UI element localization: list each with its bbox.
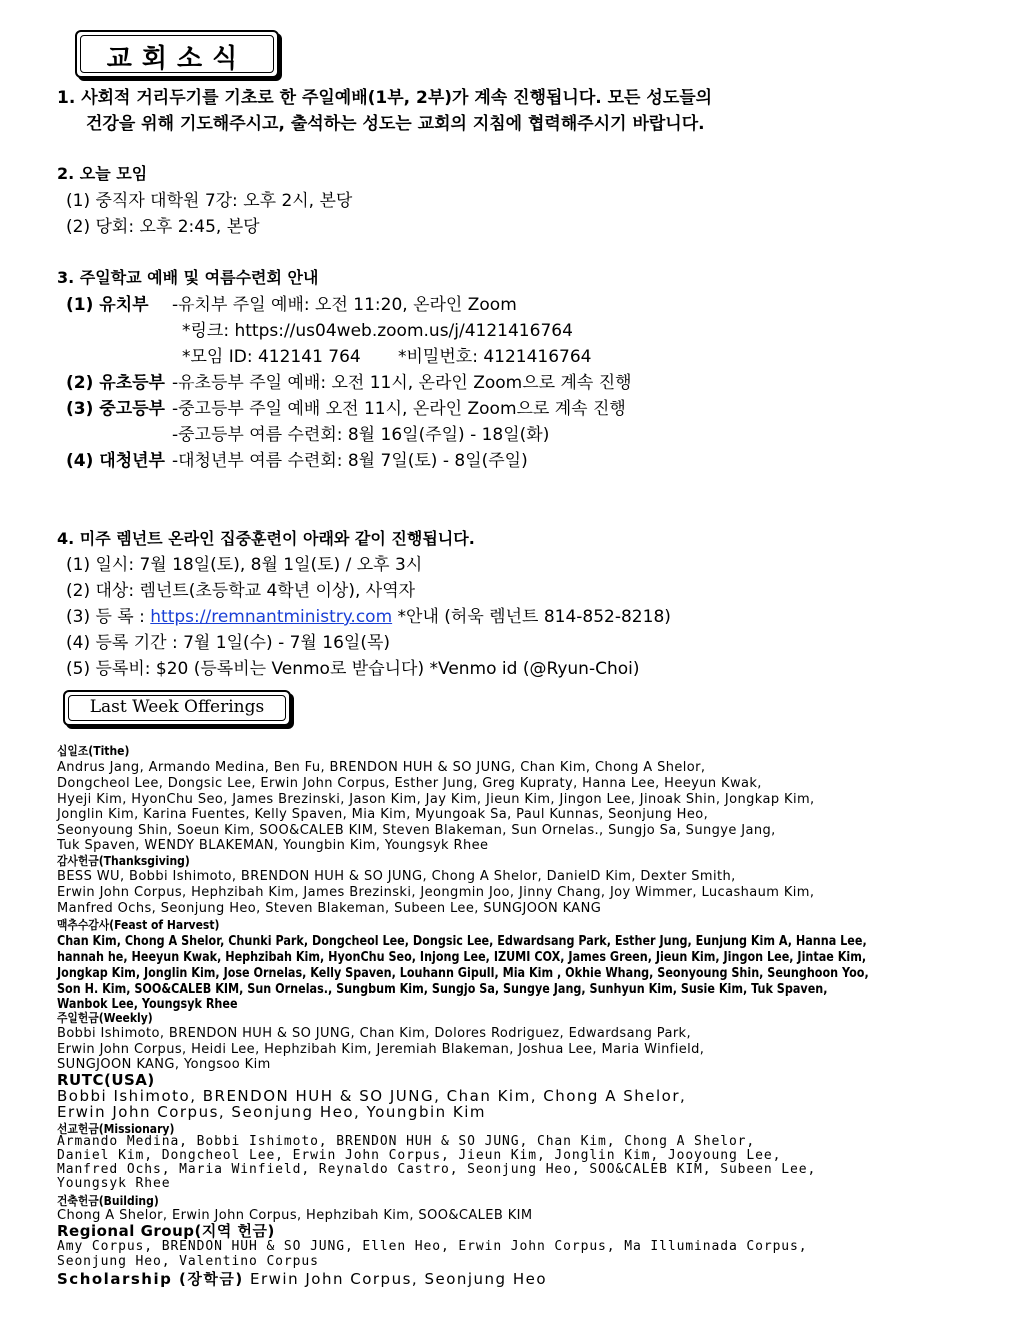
missionary-names-line: Daniel Kim, Dongcheol Lee, Erwin John Corpus, Jieun Kim, Jonglin Kim, Jooyoung Lee, (57, 1148, 782, 1163)
tithe-names-line: Hyeji Kim, HyonChu Seo, James Brezinski, Jason Kim, Jay Kim, Jieun Kim, Jingon Lee, Jinoak Shin, Jongkap Kim, (57, 792, 815, 807)
thanksgiving-names-line: Erwin John Corpus, Hephzibah Kim, James Brezinski, Jeongmin Joo, Jinny Chang, Joy Wimmer, Lucashaum Kim, (57, 885, 815, 900)
tithe-label: 십일조(Tithe) (57, 744, 130, 758)
regional-names-line: Amy Corpus, BRENDON HUH & SO JUNG, Ellen Heo, Erwin John Corpus, Ma Illuminada Corpus, (57, 1239, 808, 1254)
building-names-line: Chong A Shelor, Erwin John Corpus, Hephzibah Kim, SOO&CALEB KIM (57, 1208, 533, 1223)
kindergarten-password: *비밀번호: 4121416764 (398, 347, 592, 367)
thanksgiving-names-line: Manfred Ochs, Seonjung Heo, Steven Blakeman, Subeen Lee, SUNGJOON KANG (57, 901, 602, 916)
youth-service: -중고등부 주일 예배 오전 11시, 온라인 Zoom으로 계속 진행 (172, 399, 626, 419)
church-news-badge (75, 30, 279, 78)
missionary-names-line: Manfred Ochs, Maria Winfield, Reynaldo Castro, Seonjung Heo, SOO&CALEB KIM, Subeen Lee, (57, 1162, 817, 1177)
item2-heading: 2. 오늘 모임 (57, 164, 148, 183)
item2-line1: (1) 중직자 대학원 7강: 오후 2시, 본당 (66, 191, 353, 211)
harvest-names-line: Wanbok Lee, Youngsyk Rhee (57, 997, 238, 1012)
tithe-names-line: Andrus Jang, Armando Medina, Ben Fu, BRENDON HUH & SO JUNG, Chan Kim, Chong A Shelor, (57, 760, 706, 775)
elementary-label: (2) 유초등부 (66, 373, 165, 393)
item2-line2: (2) 당회: 오후 2:45, 본당 (66, 217, 260, 237)
tithe-names-line: Tuk Spaven, WENDY BLAKEMAN, Youngbin Kim, Youngsyk Rhee (57, 838, 489, 853)
rutc-names-line: Erwin John Corpus, Seonjung Heo, Youngbin Kim (57, 1103, 487, 1121)
scholarship-label: Scholarship (장학금) (57, 1270, 244, 1288)
item4-heading: 4. 미주 렘넌트 온라인 집중훈련이 아래와 같이 진행됩니다. (57, 529, 475, 548)
item4-line2: (2) 대상: 렘넌트(초등학교 4학년 이상), 사역자 (66, 581, 416, 601)
young-adult-retreat: -대청년부 여름 수련회: 8월 7일(토) - 8일(주일) (172, 451, 528, 471)
weekly-names-line: Erwin John Corpus, Heidi Lee, Hephzibah Kim, Jeremiah Blakeman, Joshua Lee, Maria Winfield, (57, 1042, 705, 1057)
kindergarten-zoom-link: *링크: https://us04web.zoom.us/j/4121416764 (182, 321, 573, 341)
item4-line5: (5) 등록비: $20 (등록비는 Venmo로 받습니다) *Venmo id (@Ryun-Choi) (66, 659, 640, 679)
young-adult-label: (4) 대청년부 (66, 451, 165, 471)
kindergarten-label: (1) 유치부 (66, 295, 149, 315)
item3-heading: 3. 주일학교 예배 및 여름수련회 안내 (57, 268, 319, 287)
tithe-names-line: Jonglin Kim, Karina Fuentes, Kelly Spaven, Mia Kim, Myungoak Sa, Paul Kunnas, Seonjung Heo, (57, 807, 709, 822)
youth-retreat: -중고등부 여름 수련회: 8월 16일(주일) - 18일(화) (172, 425, 550, 445)
thanksgiving-names-line: BESS WU, Bobbi Ishimoto, BRENDON HUH & SO JUNG, Chong A Shelor, DanielD Kim, Dexter Smith, (57, 869, 736, 884)
rutc-label: RUTC(USA) (57, 1071, 155, 1089)
last-week-offerings-badge (63, 690, 291, 726)
item4-line3 (66, 607, 671, 627)
tithe-names-line: Dongcheol Lee, Dongsic Lee, Erwin John Corpus, Esther Jung, Greg Kupraty, Hanna Lee, Heeyun Kwak, (57, 776, 762, 791)
church-news-title: 교회소식 (106, 44, 248, 74)
harvest-names-line: hannah he, Heeyun Kwak, Hephzibah Kim, HyonChu Seo, Injong Lee, IZUMI COX, James Green, Jieun Kim, Jingon Lee, Jintae Kim, (57, 950, 867, 965)
registration-link[interactable]: https://remnantministry.com (150, 607, 393, 627)
last-week-offerings-title: Last Week Offerings (89, 697, 265, 717)
harvest-names-line: Chan Kim, Chong A Shelor, Chunki Park, Dongcheol Lee, Dongsic Lee, Edwardsang Park, Esther Jung, Eunjung Kim A, Hanna Lee, (57, 934, 867, 949)
harvest-label: 맥추수감사(Feast of Harvest) (57, 918, 220, 932)
thanksgiving-label: 감사헌금(Thanksgiving) (57, 854, 190, 868)
item1-line2: 건강을 위해 기도해주시고, 출석하는 성도는 교회의 지침에 협력해주시기 바랍니다. (86, 114, 705, 134)
missionary-names-line: Armando Medina, Bobbi Ishimoto, BRENDON HUH & SO JUNG, Chan Kim, Chong A Shelor, (57, 1134, 756, 1149)
missionary-names-line: Youngsyk Rhee (57, 1176, 171, 1191)
item4-line4: (4) 등록 기간 : 7월 1일(수) - 7월 16일(목) (66, 633, 391, 653)
scholarship-line (57, 1271, 547, 1287)
weekly-names-line: Bobbi Ishimoto, BRENDON HUH & SO JUNG, Chan Kim, Dolores Rodriguez, Edwardsang Park, (57, 1026, 692, 1041)
harvest-names-line: Son H. Kim, SOO&CALEB KIM, Sun Ornelas., Sungbum Kim, Sungjo Sa, Sungye Jang, Sunhyun Kim, Susie Kim, Tuk Spaven, (57, 982, 828, 997)
kindergarten-service: -유치부 주일 예배: 오전 11:20, 온라인 Zoom (172, 295, 517, 315)
harvest-names-line: Jongkap Kim, Jonglin Kim, Jose Ornelas, Kelly Spaven, Louhann Gipull, Mia Kim , Okhie Whang, Seonyoung Shin, Seunghoon Yoo, (57, 966, 869, 981)
regional-label: Regional Group(지역 헌금) (57, 1222, 275, 1240)
youth-label: (3) 중고등부 (66, 399, 165, 419)
registration-prefix: (3) 등 록 : (66, 607, 151, 627)
missionary-label: 선교헌금(Missionary) (57, 1122, 175, 1136)
registration-contact: *안내 (허욱 렘넌트 814-852-8218) (392, 607, 671, 627)
elementary-service: -유초등부 주일 예배: 오전 11시, 온라인 Zoom으로 계속 진행 (172, 373, 632, 393)
kindergarten-meeting-id: *모임 ID: 412141 764 (182, 347, 361, 367)
tithe-names-line: Seonyoung Shin, Soeun Kim, SOO&CALEB KIM, Steven Blakeman, Sun Ornelas., Sungjo Sa, Sungye Jang, (57, 823, 776, 838)
building-label: 건축헌금(Building) (57, 1194, 159, 1208)
weekly-names-line: SUNGJOON KANG, Yongsoo Kim (57, 1057, 271, 1072)
scholarship-names: Erwin John Corpus, Seonjung Heo (243, 1270, 548, 1288)
rutc-names-line: Bobbi Ishimoto, BRENDON HUH & SO JUNG, Chan Kim, Chong A Shelor, (57, 1087, 687, 1105)
item4-line1: (1) 일시: 7월 18일(토), 8월 1일(토) / 오후 3시 (66, 555, 423, 575)
item1-line1: 1. 사회적 거리두기를 기초로 한 주일예배(1부, 2부)가 계속 진행됩니다. 모든 성도들의 (57, 88, 713, 108)
regional-names-line: Seonjung Heo, Valentino Corpus (57, 1254, 319, 1269)
weekly-label: 주일헌금(Weekly) (57, 1011, 153, 1025)
